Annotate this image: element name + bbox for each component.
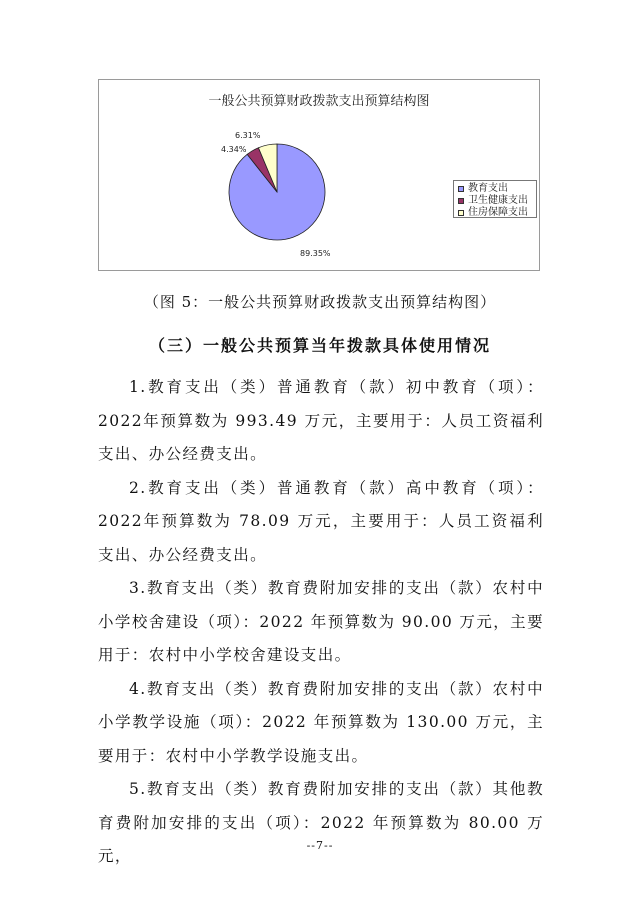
section-heading: （三）一般公共预算当年拨款具体使用情况 [148, 336, 491, 355]
body-text [98, 371, 544, 874]
figure-caption: （图 5：一般公共预算财政拨款支出预算结构图） [143, 293, 497, 311]
paragraph: 2.教育支出（类）普通教育（款）高中教育（项）：2022年预算数为 78.09 万元，主要用于：人员工资福利支出、办公经费支出。 [98, 478, 544, 564]
legend-item-education [458, 183, 536, 195]
pie-data-label: 89.35% [300, 249, 331, 258]
legend-swatch-icon [458, 186, 464, 192]
legend-item-housing [458, 207, 536, 219]
chart-title: 一般公共预算财政拨款支出预算结构图 [208, 94, 430, 109]
paragraph: 4.教育支出（类）教育费附加安排的支出（款）农村中小学教学设施（项）：2022 年预算数为 130.00 万元，主要用于：农村中小学教学设施支出。 [98, 679, 544, 765]
legend-swatch-icon [458, 210, 464, 216]
legend-swatch-icon [458, 198, 464, 204]
paragraph: 5.教育支出（类）教育费附加安排的支出（款）其他教育费附加安排的支出（项）：2022 年预算数为 80.00 万元， [98, 780, 544, 865]
chart-legend [453, 180, 537, 218]
pie-data-label: 4.34% [221, 145, 247, 154]
page-number: --7-- [306, 839, 334, 852]
pie-data-label: 6.31% [235, 131, 261, 140]
paragraph: 3.教育支出（类）教育费附加安排的支出（款）农村中小学校舍建设（项）：2022 年预算数为 90.00 万元，主要用于：农村中小学校舍建设支出。 [98, 579, 544, 664]
pie-chart [99, 80, 539, 270]
legend-label: 住房保障支出 [468, 207, 528, 218]
legend-label: 教育支出 [468, 183, 508, 194]
legend-item-health [458, 195, 536, 207]
legend-label: 卫生健康支出 [468, 195, 528, 206]
pie-chart-frame [98, 79, 540, 271]
paragraph: 1.教育支出（类）普通教育（款）初中教育（项）：2022年预算数为 993.49 万元，主要用于：人员工资福利支出、办公经费支出。 [98, 378, 544, 463]
